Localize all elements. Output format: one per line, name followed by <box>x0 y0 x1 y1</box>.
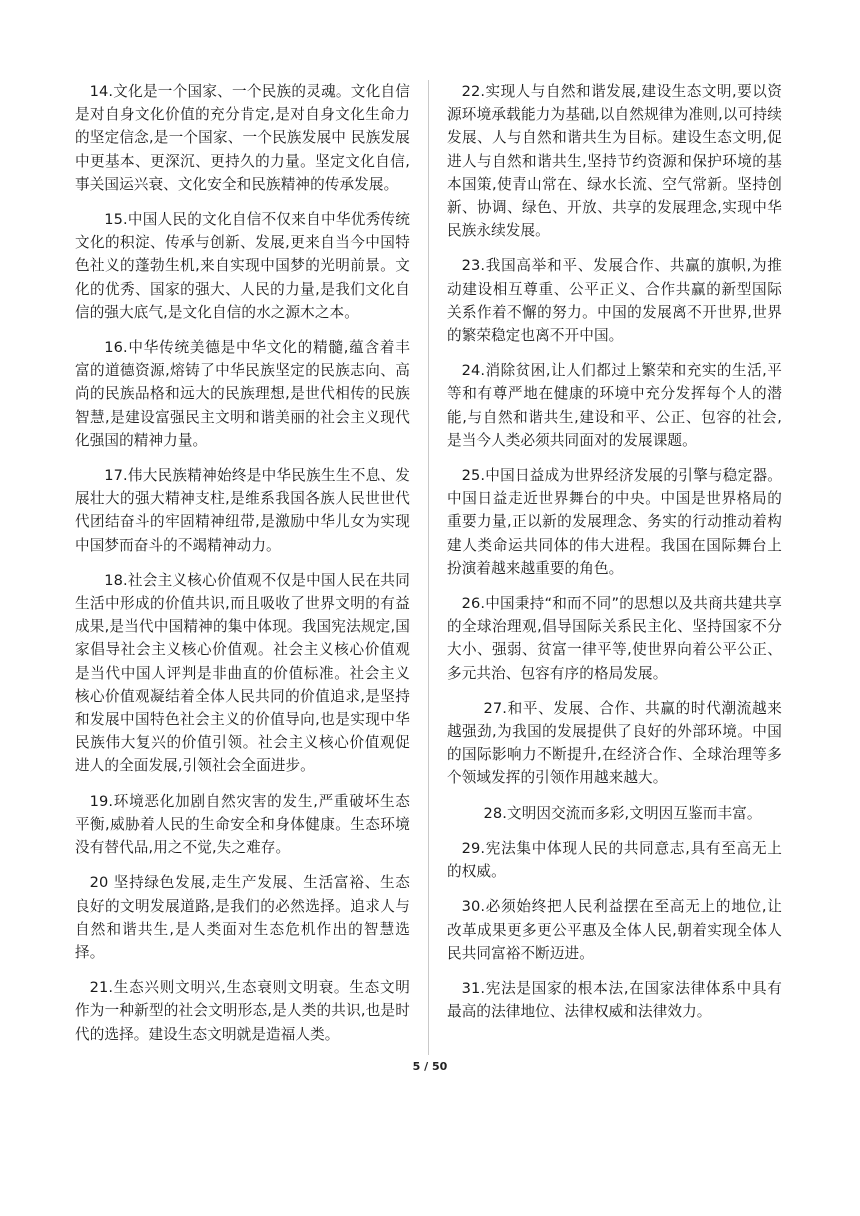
paragraph-15: 15.中国人民的文化自信不仅来自中华优秀传统文化的积淀、传承与创新、发展,更来自当今中国特色社义的蓬勃生机,来自实现中国梦的光明前景。文化的优秀、国家的强大、人民的力量,是我们文化自信的强大底气,是文化自信的水之源木之本。 <box>75 211 410 321</box>
paragraph-27: 27.和平、发展、合作、共赢的时代潮流越来越强劲,为我国的发展提供了良好的外部环境。中国的国际影响力不断提升,在经济合作、全球治理等多个领域发挥的引领作用越来越大。 <box>447 699 782 787</box>
left-column <box>75 80 410 1046</box>
paragraph-14: 14.文化是一个国家、一个民族的灵魂。文化自信是对自身文化价值的充分肯定,是对自身文化生命力的坚定信念,是一个国家、一个民族发展中 民族发展中更基本、更深沉、更持久的力量。坚定文化自信,事关国运兴衰、文化安全和民族精神的传承发展。 <box>75 83 410 193</box>
column-divider <box>428 80 429 1055</box>
paragraph-24: 24.消除贫困,让人们都过上繁荣和充实的生活,平等和有尊严地在健康的环境中充分发挥每个人的潜能,与自然和谐共生,建设和平、公正、包容的社会,是当今人类必须共同面对的发展课题。 <box>447 362 782 449</box>
page-number: 5 / 50 <box>412 1060 448 1073</box>
paragraph-28: 28.文明因交流而多彩,文明因互鉴而丰富。 <box>483 804 762 822</box>
right-column <box>447 80 782 1023</box>
paragraph-23: 23.我国高举和平、发展合作、共赢的旗帜,为推动建设相互尊重、公平正义、合作共赢的新型国际关系作着不懈的努力。中国的发展离不开世界,世界的繁荣稳定也离不开中国。 <box>447 257 782 345</box>
paragraph-22: 22.实现人与自然和谐发展,建设生态文明,要以资源环境承载能力为基础,以自然规律为准则,以可持续发展、人与自然和谐共生为目标。建设生态文明,促进人与自然和谐共生,坚持节约资源和保护环境的基本国策,使青山常在、绿水长流、空气常新。坚持创新、协调、绿色、开放、共享的发展理念,实现中华民族永续发展。 <box>447 83 782 240</box>
paragraph-31: 31.宪法是国家的根本法,在国家法律体系中具有最高的法律地位、法律权威和法律效力。 <box>447 979 782 1021</box>
paragraph-25: 25.中国日益成为世界经济发展的引擎与稳定器。中国日益走近世界舞台的中央。中国是世界格局的重要力量,正以新的发展理念、务实的行动推动着构建人类命运共同体的伟大进程。我国在国际舞台上扮演着越来越重要的角色。 <box>447 467 782 577</box>
paragraph-17: 17.伟大民族精神始终是中华民族生生不息、发展壮大的强大精神支柱,是维系我国各族人民世世代代团结奋斗的牢固精神纽带,是激励中华儿女为实现中国梦而奋斗的不竭精神动力。 <box>75 467 410 554</box>
paragraph-29: 29.宪法集中体现人民的共同意志,具有至高无上的权威。 <box>447 839 782 881</box>
paragraph-30: 30.必须始终把人民利益摆在至高无上的地位,让改革成果更多更公平惠及全体人民,朝着实现全体人民共同富裕不断迈进。 <box>447 898 782 962</box>
paragraph-16: 16.中华传统美德是中华文化的精髓,蕴含着丰富的道德资源,熔铸了中华民族坚定的民族志向、高尚的民族品格和远大的民族理想,是世代相传的民族智慧,是建设富强民主文明和谐美丽的社会主义现代化强国的精神力量。 <box>75 339 410 449</box>
paragraph-21: 21.生态兴则文明兴,生态衰则文明衰。生态文明作为一种新型的社会文明形态,是人类的共识,也是时代的选择。建设生态文明就是造福人类。 <box>75 979 410 1043</box>
paragraph-19: 19.环境恶化加剧自然灾害的发生,严重破坏生态平衡,威胁着人民的生命安全和身体健康。生态环境没有替代品,用之不觉,失之难存。 <box>75 792 410 857</box>
paragraph-26: 26.中国秉持“和而不同”的思想以及共商共建共享的全球治理观,倡导国际关系民主化、坚持国家不分大小、强弱、贫富一律平等,使世界向着公平公正、多元共治、包容有序的格局发展。 <box>447 595 782 682</box>
paragraph-20: 20 坚持绿色发展,走生产发展、生活富裕、生态良好的文明发展道路,是我们的必然选择。追求人与自然和谐共生,是人类面对生态危机作出的智慧选择。 <box>75 874 410 961</box>
paragraph-18: 18.社会主义核心价值观不仅是中国人民在共同生活中形成的价值共识,而且吸收了世界文明的有益成果,是当代中国精神的集中体现。我国宪法规定,国家倡导社会主义核心价值观。社会主义核心价值观是当代中国人评判是非曲直的价值标准。社会主义核心价值观凝结着全体人民共同的价值追求,是坚持和发展中国特色社会主义的价值导向,也是实现中华民族伟大复兴的价值引领。社会主义核心价值观促进人的全面发展,引领社会全面进步。 <box>75 571 410 775</box>
